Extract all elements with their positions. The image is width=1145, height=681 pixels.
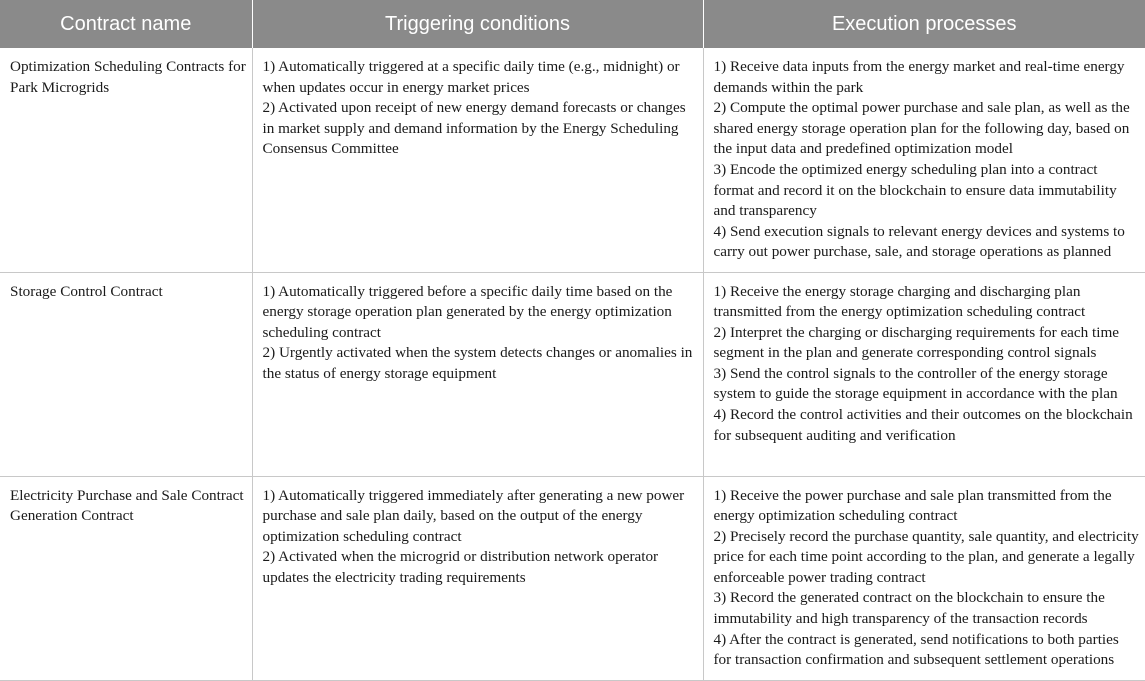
process-item: 4) Send execution signals to relevant energy devices and systems to carry out power purchase, sale, and storage operations as planned (713, 222, 1125, 261)
header-contract-name: Contract name (0, 0, 252, 48)
condition-item: 2) Urgently activated when the system detects changes or anomalies in the status of energy storage equipment (262, 344, 693, 382)
condition-item: 1) Automatically triggered immediately after generating a new power purchase and sale plan daily, based on the output of the energy optimization scheduling contract (262, 486, 685, 545)
condition-item: 2) Activated upon receipt of new energy demand forecasts or changes in market supply and demand information by the Energy Scheduling Consensus Committee (262, 99, 686, 158)
contract-name-cell: Optimization Scheduling Contracts for Park Microgrids (0, 48, 252, 272)
table-row (0, 48, 1145, 272)
condition-item: 1) Automatically triggered before a specific daily time based on the energy storage operation plan generated by the energy optimization scheduling contract (262, 282, 673, 341)
process-item: 1) Receive the power purchase and sale plan transmitted from the energy optimization scheduling contract (713, 486, 1112, 525)
process-item: 2) Interpret the charging or discharging requirements for each time segment in the plan and generate corresponding control signals (713, 323, 1120, 362)
table-row (0, 476, 1145, 680)
processes-cell (703, 272, 1145, 476)
process-item: 2) Compute the optimal power purchase and sale plan, as well as the shared energy storage operation plan for the following day, based on the input data and predefined optimization model (713, 99, 1130, 158)
process-item: 3) Record the generated contract on the blockchain to ensure the immutability and high transparency of the transaction records (713, 589, 1105, 628)
process-item: 4) Record the control activities and their outcomes on the blockchain for subsequent auditing and verification (713, 406, 1133, 444)
conditions-cell (252, 272, 703, 476)
process-item: 3) Encode the optimized energy scheduling plan into a contract format and record it on the blockchain to ensure data immutability and transparency (713, 160, 1117, 220)
processes-cell (703, 476, 1145, 680)
process-item: 3) Send the control signals to the controller of the energy storage system to guide the storage equipment in accordance with the plan (713, 364, 1118, 403)
table-row (0, 272, 1145, 476)
process-item: 2) Precisely record the purchase quantity, sale quantity, and electricity price for each time point according to the plan, and generate a legally enforceable power trading contract (713, 527, 1139, 586)
conditions-cell (252, 476, 703, 680)
conditions-cell (252, 48, 703, 272)
condition-item: 2) Activated when the microgrid or distribution network operator updates the electricity trading requirements (262, 548, 659, 586)
contract-name-cell: Electricity Purchase and Sale Contract Generation Contract (0, 476, 252, 680)
processes-cell (703, 48, 1145, 272)
process-item: 4) After the contract is generated, send notifications to both parties for transaction confirmation and subsequent settlement operations (713, 630, 1119, 669)
contract-name-cell: Storage Control Contract (0, 272, 252, 476)
header-row (0, 0, 1145, 48)
condition-item: 1) Automatically triggered at a specific daily time (e.g., midnight) or when updates occur in energy market prices (262, 58, 680, 96)
header-triggering-conditions: Triggering conditions (252, 0, 703, 48)
header-execution-processes: Execution processes (703, 0, 1145, 48)
process-item: 1) Receive the energy storage charging and discharging plan transmitted from the energy optimization scheduling contract (713, 282, 1086, 321)
process-item: 1) Receive data inputs from the energy market and real-time energy demands within the park (713, 58, 1125, 96)
